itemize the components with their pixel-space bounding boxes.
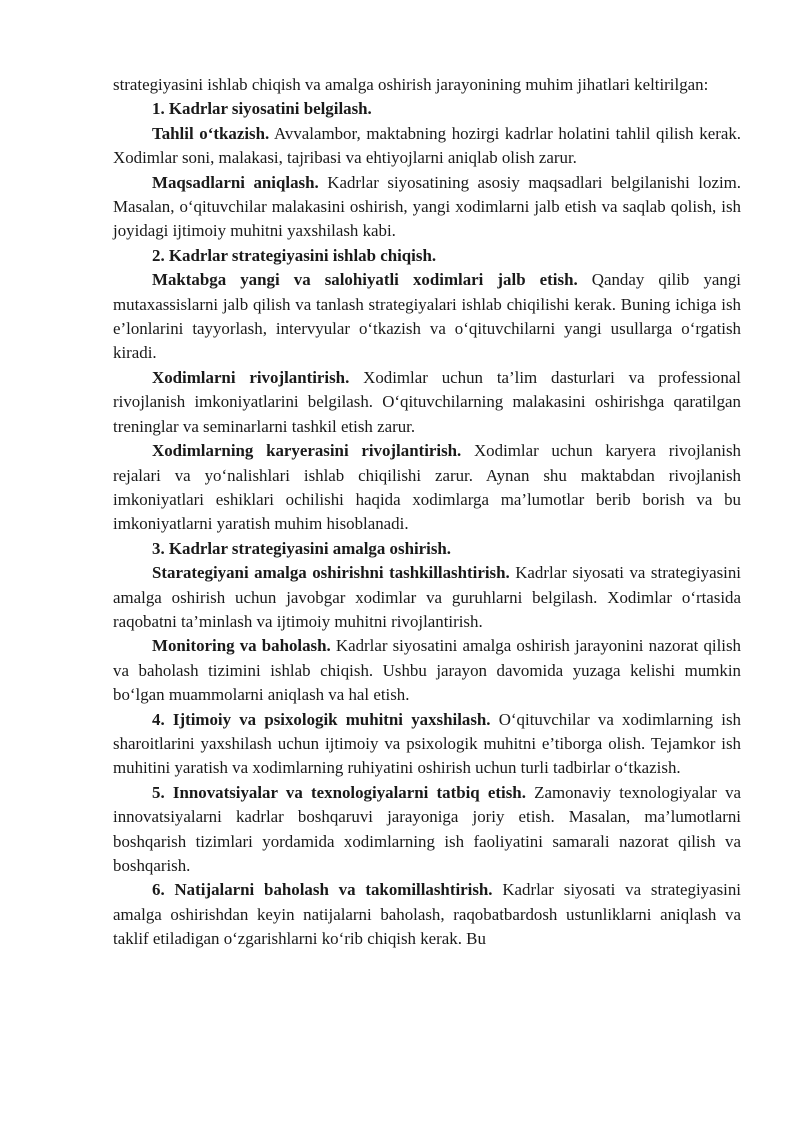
section-heading	[113, 97, 741, 121]
paragraph-bold: 6. Natijalarni baholash va takomillashtirish.	[152, 880, 493, 900]
paragraph-text: Xodimlar uchun karyera rivojlanish rejalari va yo‘nalishlari ishlab chiqilishi zarur. Aynan shu maktabdan rivojlanish imkoniyatlari eshiklari ochilishi haqida xodimlarga ma’lumotlar berib borish va bu imkoniyatlarni yaratish muhim hisoblanadi.	[113, 441, 741, 534]
paragraph-bold: 3. Kadrlar strategiyasini amalga oshirish.	[152, 538, 452, 558]
paragraph-bold: Starategiyani amalga oshirishni tashkillashtirish.	[152, 563, 510, 583]
paragraph-text: Kadrlar siyosatini amalga oshirish jarayonini nazorat qilish va baholash tizimini ishlab chiqish. Ushbu jarayon davomida yuzaga kelishi mumkin bo‘lgan muammolarni aniqlash va hal etish.	[113, 636, 741, 705]
paragraph	[113, 561, 741, 634]
paragraph-bold: Tahlil o‘tkazish.	[152, 123, 270, 143]
paragraph-text: Zamonaviy texnologiyalar va innovatsiyalarni kadrlar boshqaruvi jarayoniga joriy etish. Masalan, ma’lumotlarni boshqarish tizimlari yordamida xodimlarning ish faoliyatini samarali nazorat qilish va boshqarish.	[113, 782, 742, 875]
document-page	[113, 73, 741, 952]
paragraph	[113, 708, 741, 781]
paragraph	[113, 122, 741, 171]
paragraph-bold: Maktabga yangi va salohiyatli xodimlari jalb etish.	[152, 270, 578, 290]
paragraph-text: Xodimlar uchun ta’lim dasturlari va professional rivojlanish imkoniyatlarini belgilash. O‘qituvchilarning malakasini oshirishga qaratilgan treninglar va seminarlarni tashkil etish zarur.	[113, 367, 741, 436]
paragraph	[113, 366, 741, 439]
paragraph-bold: 5. Innovatsiyalar va texnologiyalarni tatbiq etish.	[152, 782, 526, 802]
paragraph-bold: Maqsadlarni aniqlash.	[152, 172, 319, 192]
paragraph-text: Qanday qilib yangi mutaxassislarni jalb qilish va tanlash strategiyalari ishlab chiqilishi kerak. Buning ichiga ish e’lonlarini tayyorlash, intervyular o‘tkazish va o‘qituvchilarni yangi usullarga o‘rgatish kiradi.	[113, 270, 741, 363]
paragraph-bold: Xodimlarni rivojlantirish.	[152, 367, 350, 387]
section-heading	[113, 537, 741, 561]
paragraph	[113, 781, 741, 879]
paragraph-text: Kadrlar siyosati va strategiyasini amalga oshirish uchun javobgar xodimlar va guruhlarni belgilash. Xodimlar o‘rtasida raqobatni ta’minlash va ijtimoiy muhitni rivojlantirish.	[113, 563, 741, 631]
paragraph	[113, 439, 741, 537]
paragraph	[113, 171, 741, 244]
paragraph-text: Avvalambor, maktabning hozirgi kadrlar holatini tahlil qilish kerak. Xodimlar soni, malakasi, tajribasi va ehtiyojlarni aniqlab olish zarur.	[113, 123, 741, 168]
paragraph	[113, 634, 741, 707]
paragraph-text: strategiyasini ishlab chiqish va amalga oshirish jarayonining muhim jihatlari keltirilgan:	[113, 75, 709, 94]
paragraph-bold: Xodimlarning karyerasini rivojlantirish.	[152, 441, 462, 461]
paragraph	[113, 73, 741, 97]
section-heading	[113, 244, 741, 268]
paragraph-bold: Monitoring va baholash.	[152, 636, 331, 656]
paragraph-bold: 2. Kadrlar strategiyasini ishlab chiqish.	[152, 245, 437, 265]
paragraph-bold: 4. Ijtimoiy va psixologik muhitni yaxshilash.	[152, 709, 491, 729]
paragraph-text: O‘qituvchilar va xodimlarning ish sharoitlarini yaxshilash uchun ijtimoiy va psixologik muhitni e’tiborga olish. Tejamkor ish muhitini yaratish va xodimlarning ruhiyatini oshirish uchun turli tadbirlar o‘tkazish.	[113, 709, 741, 778]
paragraph	[113, 878, 741, 951]
paragraph-text: Kadrlar siyosati va strategiyasini amalga oshirishdan keyin natijalarni baholash, raqobatbardosh ustunliklarni aniqlash va taklif etiladigan o‘zgarishlarni ko‘rib chiqish kerak. Bu	[113, 880, 741, 949]
paragraph	[113, 268, 741, 366]
paragraph-bold: 1. Kadrlar siyosatini belgilash.	[152, 99, 372, 119]
paragraph-text: Kadrlar siyosatining asosiy maqsadlari belgilanishi lozim. Masalan, o‘qituvchilar malakasini oshirish, yangi xodimlarni jalb etish va saqlab qolish, ish joyidagi ijtimoiy muhitni yaxshilash kabi.	[113, 172, 741, 241]
